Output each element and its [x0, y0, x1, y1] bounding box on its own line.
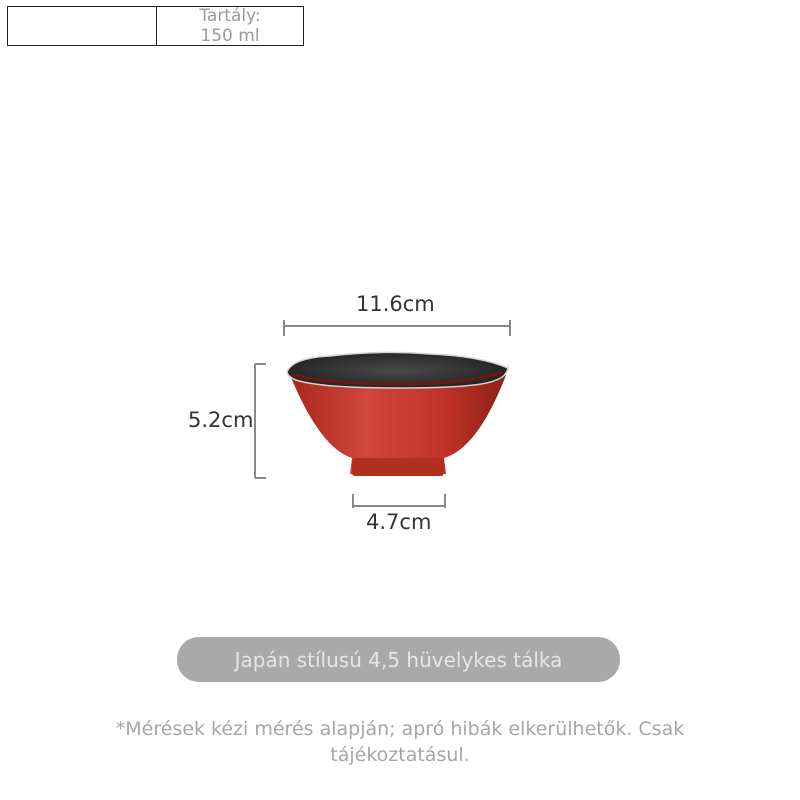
- product-figure: [180, 280, 540, 540]
- base-width-dimension-line: [353, 494, 445, 508]
- height-dimension-line: [255, 364, 266, 478]
- spec-cell-empty: [8, 7, 157, 45]
- capacity-value: 150 ml: [200, 26, 260, 45]
- top-width-label: 11.6cm: [356, 292, 435, 316]
- product-title-banner: [177, 637, 620, 682]
- spec-table: [7, 6, 304, 46]
- top-width-dimension-line: [284, 320, 510, 336]
- base-width-label: 4.7cm: [366, 510, 432, 534]
- spec-cell-capacity: [157, 7, 303, 45]
- measurement-note: *Mérések kézi mérés alapján; apró hibák elkerülhetők. Csak tájékoztatásul.: [115, 718, 685, 766]
- capacity-label: Tartály:: [199, 7, 261, 26]
- height-label: 5.2cm: [188, 408, 254, 432]
- product-title: Japán stílusú 4,5 hüvelykes tálka: [234, 647, 563, 672]
